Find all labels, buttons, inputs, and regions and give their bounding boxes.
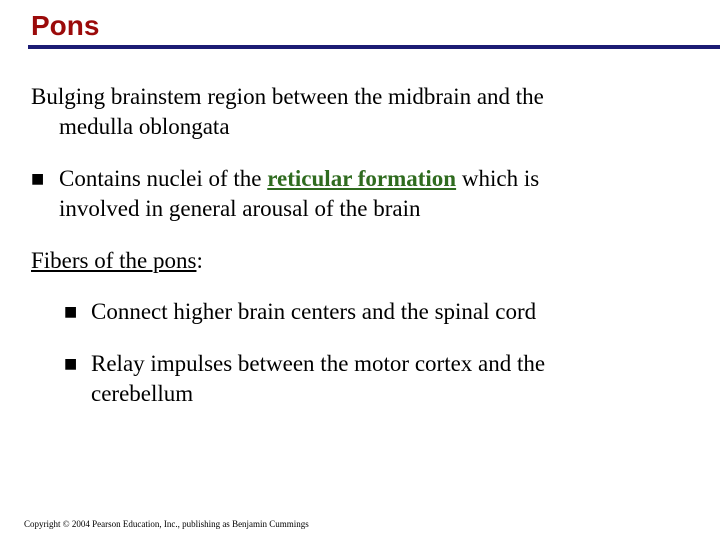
- fibers-heading-label: Fibers of the pons: [31, 248, 197, 273]
- intro-paragraph: [31, 82, 651, 142]
- bullet-text: [31, 164, 631, 194]
- intro-line-2: medulla oblongata: [59, 114, 230, 139]
- fibers-bullet-1-text: Connect higher brain centers and the spinal cord: [91, 299, 537, 324]
- fibers-heading: [31, 246, 203, 276]
- fibers-bullet-2-line-1: Relay impulses between the motor cortex and the: [91, 351, 546, 376]
- bullet-text-after: which is: [456, 166, 540, 191]
- copyright-footer: Copyright © 2004 Pearson Education, Inc., publishing as Benjamin Cummings: [24, 519, 309, 529]
- reticular-formation-link[interactable]: reticular formation: [267, 166, 457, 191]
- square-bullet-icon: ■: [64, 356, 78, 372]
- fibers-bullet-2-line-2: cerebellum: [91, 381, 194, 406]
- intro-line-1: Bulging brainstem region between the midbrain and the: [31, 84, 544, 109]
- fibers-heading-colon: :: [196, 248, 203, 273]
- bullet-text-before: Contains nuclei of the: [59, 166, 268, 191]
- reticular-formation-bullet: [31, 164, 631, 224]
- square-bullet-icon: ■: [31, 171, 45, 187]
- bullet-text-line-2: involved in general arousal of the brain: [59, 196, 421, 221]
- fibers-bullet-1: [64, 297, 664, 327]
- square-bullet-icon: ■: [64, 304, 78, 320]
- fibers-bullet-2: [64, 349, 664, 409]
- title-divider: [28, 45, 720, 49]
- slide-title: Pons: [31, 10, 100, 41]
